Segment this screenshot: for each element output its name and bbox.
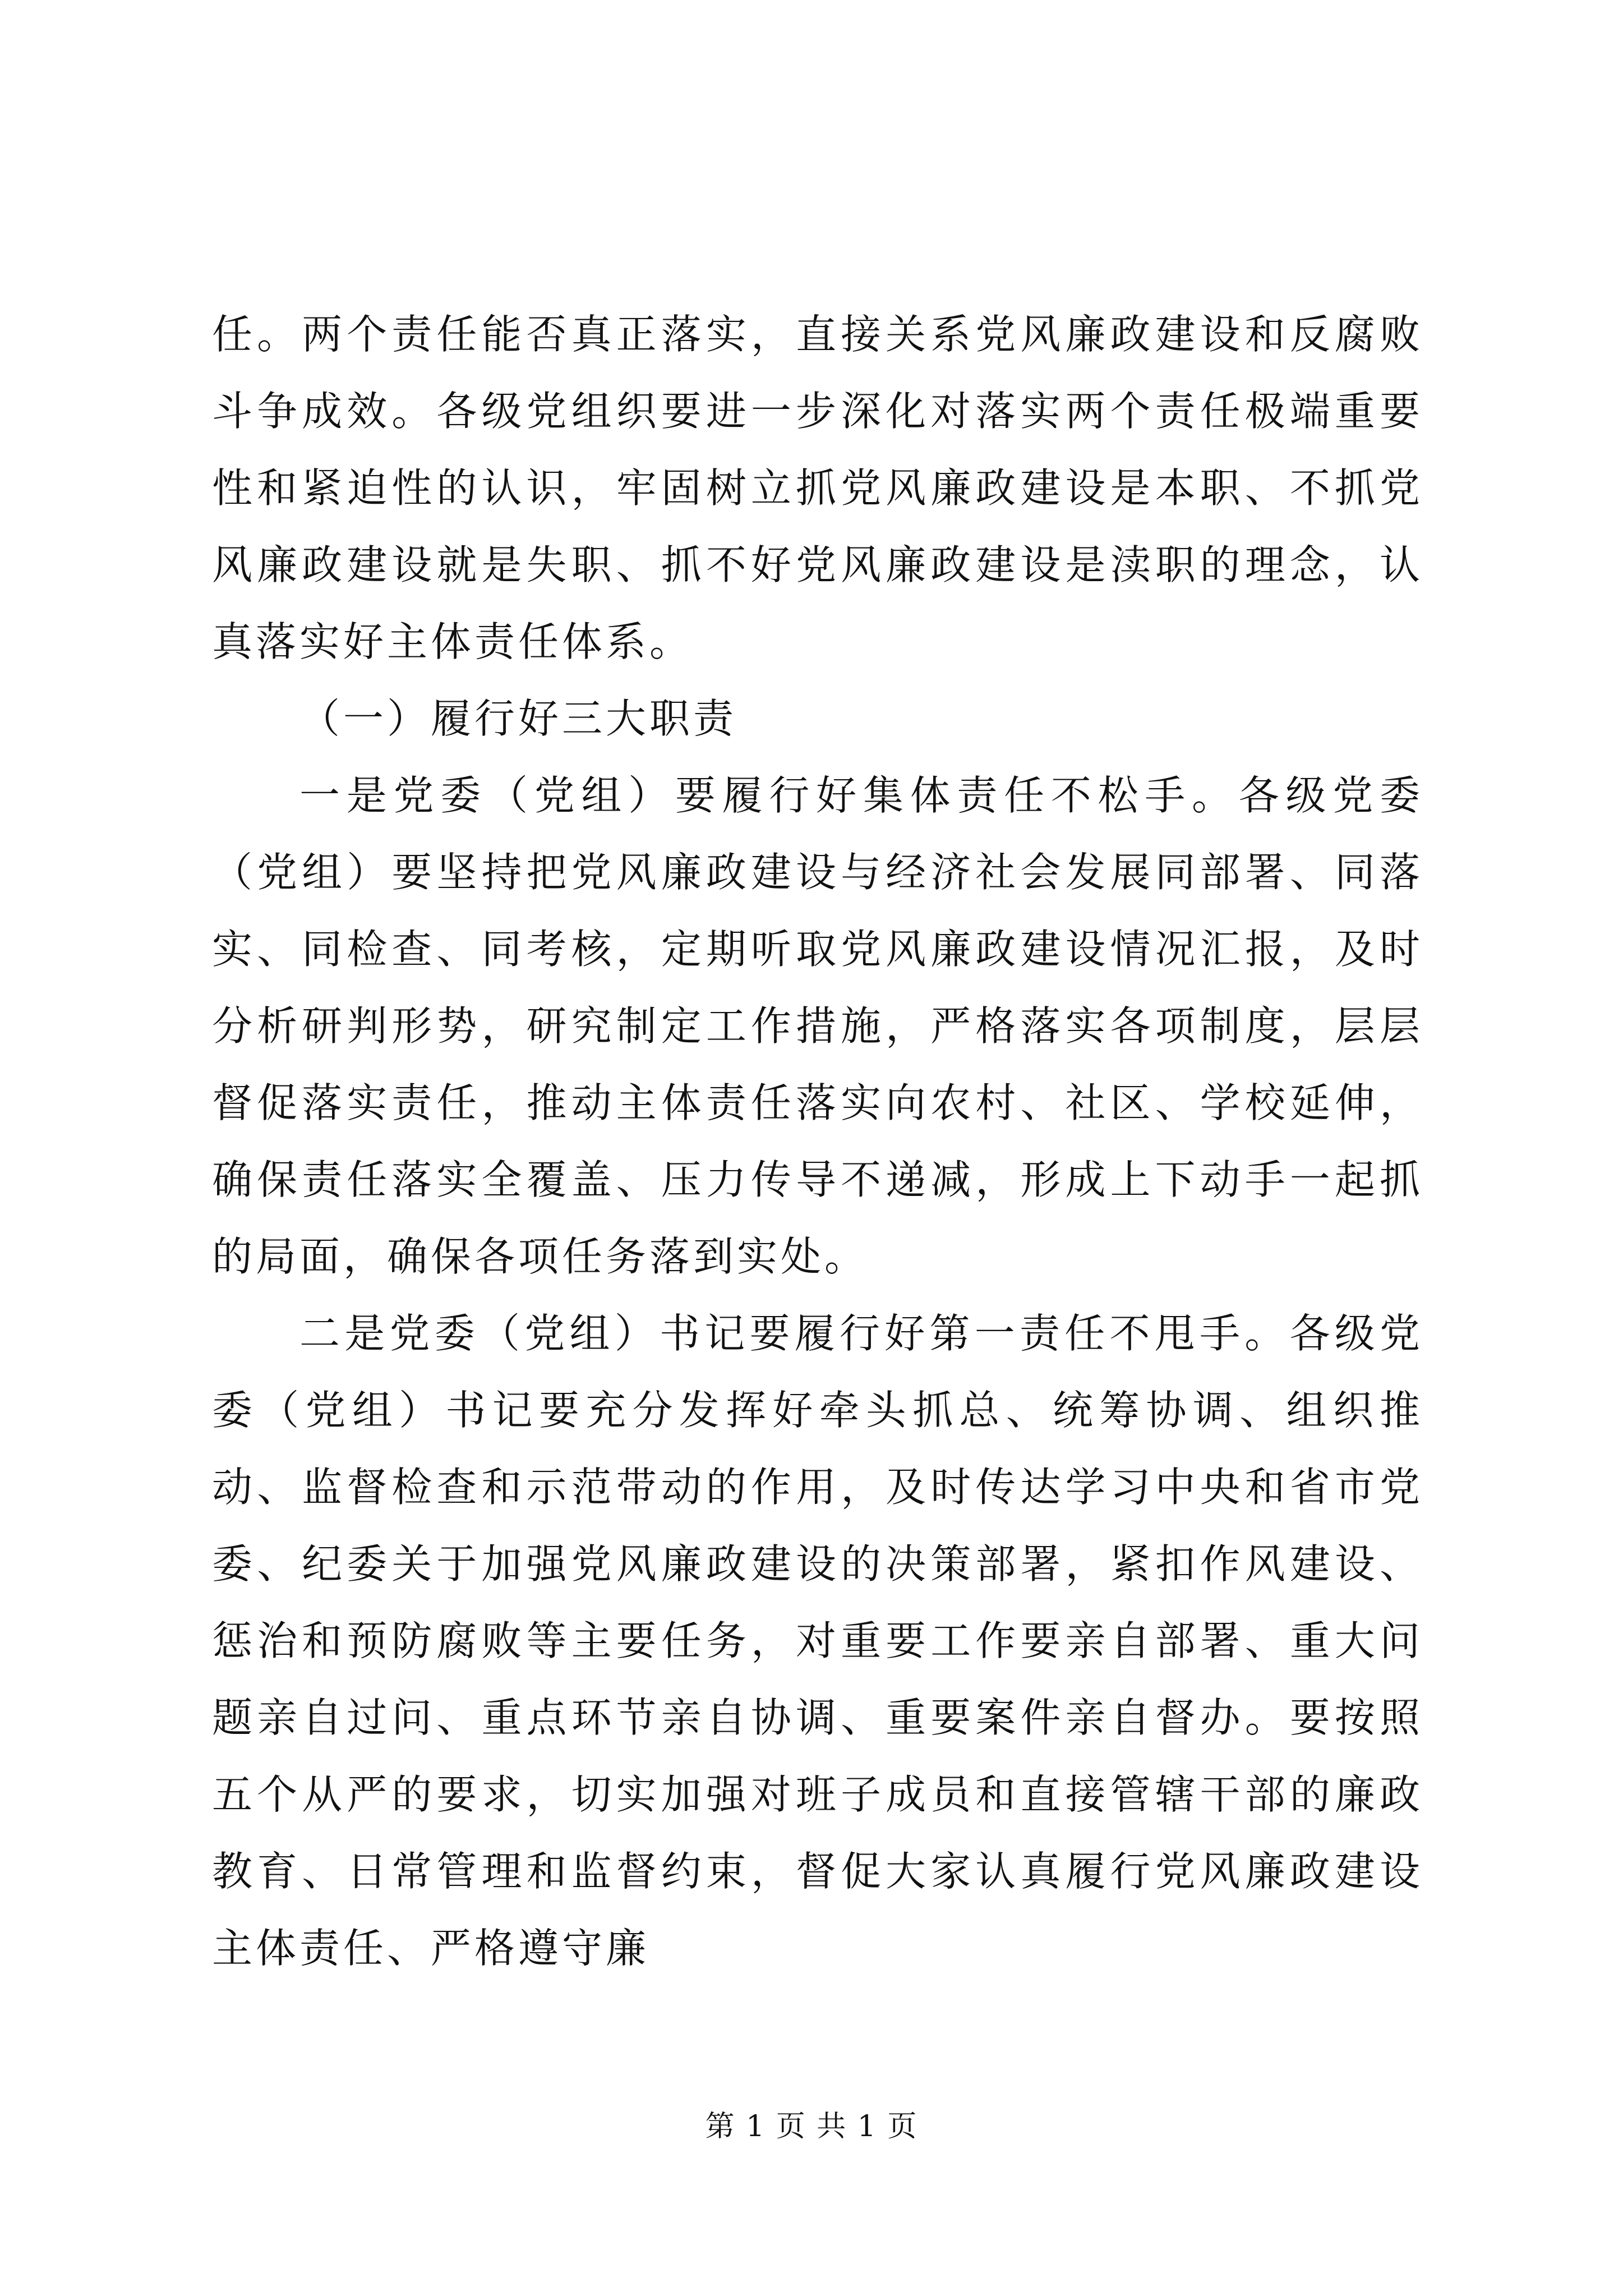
paragraph-collective-responsibility: 一是党委（党组）要履行好集体责任不松手。各级党委（党组）要坚持把党风廉政建设与经济社会发展同部署、同落实、同检查、同考核，定期听取党风廉政建设情况汇报，及时分析研判形势，研究制定工作措施，严格落实各项制度，层层督促落实责任，推动主体责任落实向农村、社区、学校延伸，确保责任落实全覆盖、压力传导不递减，形成上下动手一起抓的局面，确保各项任务落到实处。 — [212, 772, 1423, 1280]
section-heading: （一）履行好三大职责 — [299, 695, 737, 742]
document-body — [212, 296, 1423, 1987]
paragraph-secretary-responsibility: 二是党委（党组）书记要履行好第一责任不甩手。各级党委（党组）书记要充分发挥好牵头抓总、统筹协调、组织推动、监督检查和示范带动的作用，及时传达学习中央和省市党委、纪委关于加强党风廉政建设的决策部署，紧扣作风建设、惩治和预防腐败等主要任务，对重要工作要亲自部署、重大问题亲自过问、重点环节亲自协调、重要案件亲自督办。要按照五个从严的要求，切实加强对班子成员和直接管辖干部的廉政教育、日常管理和监督约束，督促大家认真履行党风廉政建设主体责任、严格遵守廉 — [212, 1310, 1423, 1972]
page-footer: 第 1 页 共 1 页 — [705, 2110, 918, 2143]
paragraph-continuation: 任。两个责任能否真正落实，直接关系党风廉政建设和反腐败斗争成效。各级党组织要进一步深化对落实两个责任极端重要性和紧迫性的认识，牢固树立抓党风廉政建设是本职、不抓党风廉政建设就是失职、抓不好党风廉政建设是渎职的理念，认真落实好主体责任体系。 — [212, 311, 1423, 665]
